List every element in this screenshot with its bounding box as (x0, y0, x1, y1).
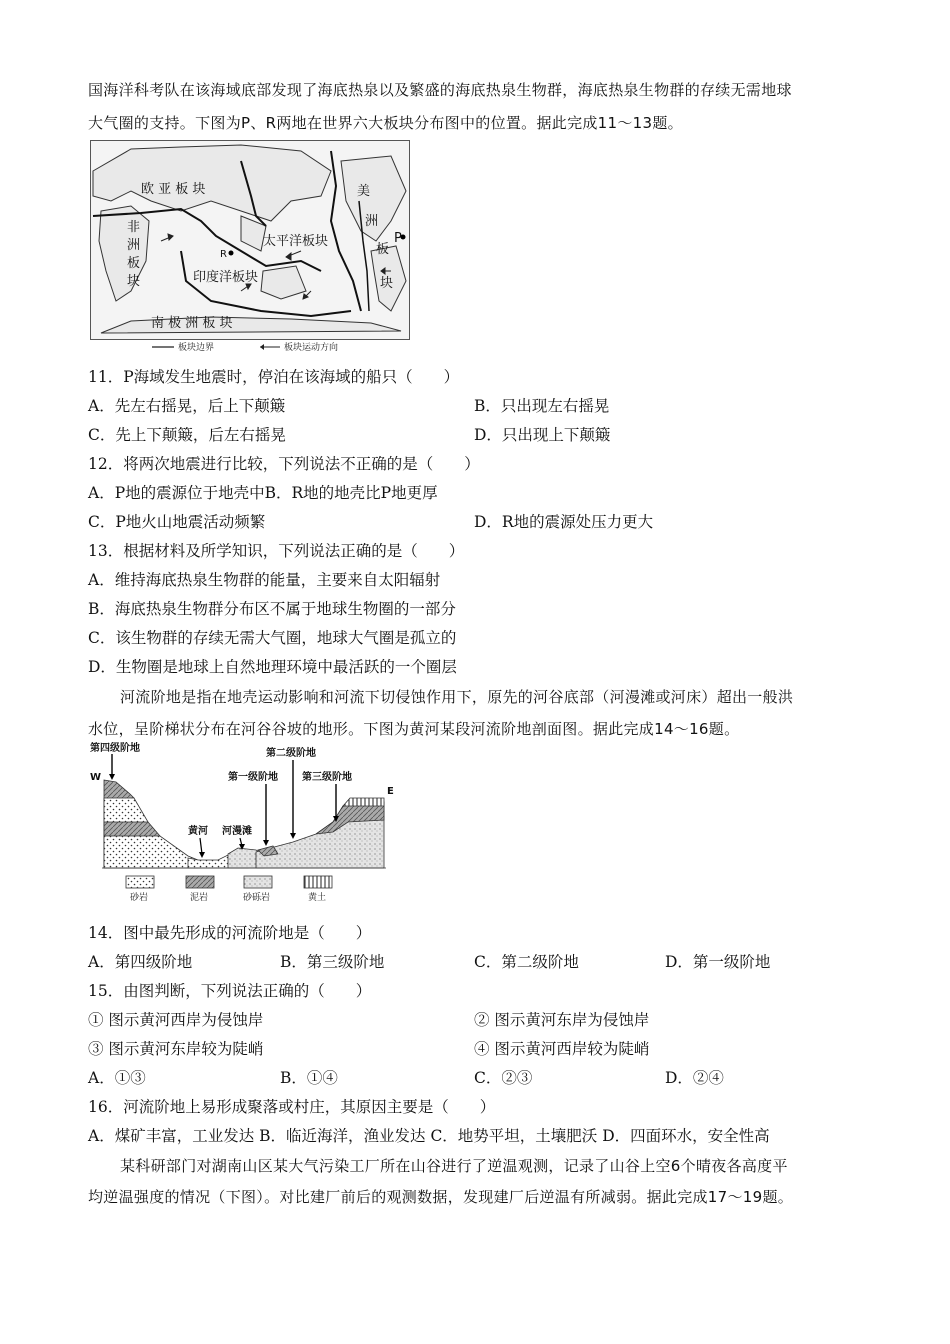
q11-stem: 11．P海域发生地震时，停泊在该海域的船只（ ） (88, 368, 460, 386)
q15-option-b[interactable]: B．①④ (280, 1069, 338, 1087)
direction-legend-label: 板块运动方向 (284, 343, 339, 353)
q13-option-b[interactable]: B．海底热泉生物群分布区不属于地球生物圈的一部分 (88, 600, 456, 618)
point-r-marker (229, 251, 234, 256)
america-plate-label-2: 洲 (365, 214, 379, 229)
q16-stem: 16．河流阶地上易形成聚落或村庄，其原因主要是（ ） (88, 1098, 496, 1116)
second-terrace-label-top: 第二级阶地 (266, 748, 316, 759)
q14-option-c[interactable]: C．第二级阶地 (474, 953, 579, 971)
plate-map-legend (150, 340, 370, 354)
q15-option-d[interactable]: D．②④ (665, 1069, 724, 1087)
plate-map (91, 141, 409, 339)
yellow-river-label: 黄河 (188, 826, 208, 837)
q12-stem: 12．将两次地震进行比较，下列说法不正确的是（ ） (88, 455, 480, 473)
q15-statement-1: ① 图示黄河西岸为侵蚀岸 (88, 1011, 264, 1029)
final-intro-line-1: 某科研部门对湖南山区某大气污染工厂所在山谷进行了逆温观测，记录了山谷上空6个晴夜各高度平 (120, 1157, 788, 1175)
mudstone-swatch (186, 876, 214, 888)
q15-stem: 15．由图判断，下列说法正确的（ ） (88, 982, 372, 1000)
africa-plate-label-4: 块 (127, 274, 141, 289)
q15-option-c[interactable]: C．②③ (474, 1069, 533, 1087)
river-intro-line-2: 水位，呈阶梯状分布在河谷谷坡的地形。下图为黄河某段河流阶地剖面图。据此完成14～16题。 (88, 720, 740, 738)
q15-option-a[interactable]: A．①③ (88, 1069, 146, 1087)
sandstone-swatch (126, 876, 154, 888)
sandstone-legend-label: 砂岩 (130, 893, 149, 903)
first-terrace-label: 第一级阶地 (228, 772, 278, 783)
point-r-label: R (220, 249, 227, 260)
q11-option-a[interactable]: A．先左右摇晃，后上下颠簸 (88, 397, 286, 415)
mudstone-legend-label: 泥岩 (190, 893, 209, 903)
west-label: W (90, 772, 102, 783)
final-intro-line-2: 均逆温强度的情况（下图）。对比建厂前后的观测数据，发现建厂后逆温有所减弱。据此完成17～19题。 (88, 1188, 794, 1206)
q11-option-d[interactable]: D．只出现上下颠簸 (474, 426, 611, 444)
boundary-legend-label: 板块边界 (178, 343, 215, 353)
q15-statement-2: ② 图示黄河东岸为侵蚀岸 (474, 1011, 650, 1029)
q13-option-c[interactable]: C．该生物群的存续无需大气圈，地球大气圈是孤立的 (88, 629, 457, 647)
q12-option-c[interactable]: C．P地火山地震活动频繁 (88, 513, 266, 531)
q15-statement-4: ④ 图示黄河西岸较为陡峭 (474, 1040, 650, 1058)
floodplain-label: 河漫滩 (222, 826, 252, 837)
africa-plate-label-1: 非 (127, 220, 141, 235)
intro-line-2: 大气圈的支持。下图为P、R两地在世界六大板块分布图中的位置。据此完成11～13题。 (88, 114, 683, 132)
antarctic-plate-label: 南 极 洲 板 块 (151, 316, 233, 331)
america-plate-label-4: 块 (380, 276, 394, 291)
q15-statement-3: ③ 图示黄河东岸较为陡峭 (88, 1040, 264, 1058)
pacific-plate-label: 太平洋板块 (263, 234, 329, 249)
q13-stem: 13．根据材料及所学知识，下列说法正确的是（ ） (88, 542, 465, 560)
conglomerate-legend-label: 砂砾岩 (243, 893, 271, 903)
plate-map-figure (90, 140, 410, 340)
america-plate-label-1: 美 (357, 184, 371, 199)
river-terrace-section (88, 742, 408, 904)
q14-stem: 14．图中最先形成的河流阶地是（ ） (88, 924, 372, 942)
africa-plate-label-3: 板 (127, 256, 141, 271)
loess-legend-label: 黄土 (308, 893, 327, 903)
q14-option-a[interactable]: A．第四级阶地 (88, 953, 193, 971)
eurasia-plate-label: 欧 亚 板 块 (141, 182, 206, 197)
fourth-terrace-label: 第四级阶地 (90, 743, 140, 754)
conglomerate-swatch (244, 876, 272, 888)
loess-swatch (304, 876, 332, 888)
q11-option-c[interactable]: C．先上下颠簸，后左右摇晃 (88, 426, 286, 444)
america-plate-label-3: 板 (376, 242, 390, 257)
intro-line-1: 国海洋科考队在该海域底部发现了海底热泉以及繁盛的海底热泉生物群，海底热泉生物群的存续无需地球 (88, 81, 792, 99)
point-p-label: P (394, 231, 402, 246)
q11-option-b[interactable]: B．只出现左右摇晃 (474, 397, 610, 415)
river-intro-line-1: 河流阶地是指在地壳运动影响和河流下切侵蚀作用下，原先的河谷底部（河漫滩或河床）超出一般洪 (120, 688, 794, 706)
q14-option-d[interactable]: D．第一级阶地 (665, 953, 771, 971)
q16-options[interactable]: A．煤矿丰富，工业发达 B．临近海洋，渔业发达 C．地势平坦，土壤肥沃 D．四面环水，安全性高 (88, 1127, 770, 1145)
east-label: E (387, 786, 394, 797)
q12-option-d[interactable]: D．R地的震源处压力更大 (474, 513, 654, 531)
q12-option-ab[interactable]: A．P地的震源位于地壳中B．R地的地壳比P地更厚 (88, 484, 438, 502)
third-terrace-label: 第三级阶地 (302, 772, 352, 783)
q13-option-a[interactable]: A．维持海底热泉生物群的能量，主要来自太阳辐射 (88, 571, 441, 589)
q14-option-b[interactable]: B．第三级阶地 (280, 953, 385, 971)
q13-option-d[interactable]: D．生物圈是地球上自然地理环境中最活跃的一个圈层 (88, 658, 457, 676)
africa-plate-label-2: 洲 (127, 238, 141, 253)
indian-plate-label: 印度洋板块 (193, 270, 259, 285)
